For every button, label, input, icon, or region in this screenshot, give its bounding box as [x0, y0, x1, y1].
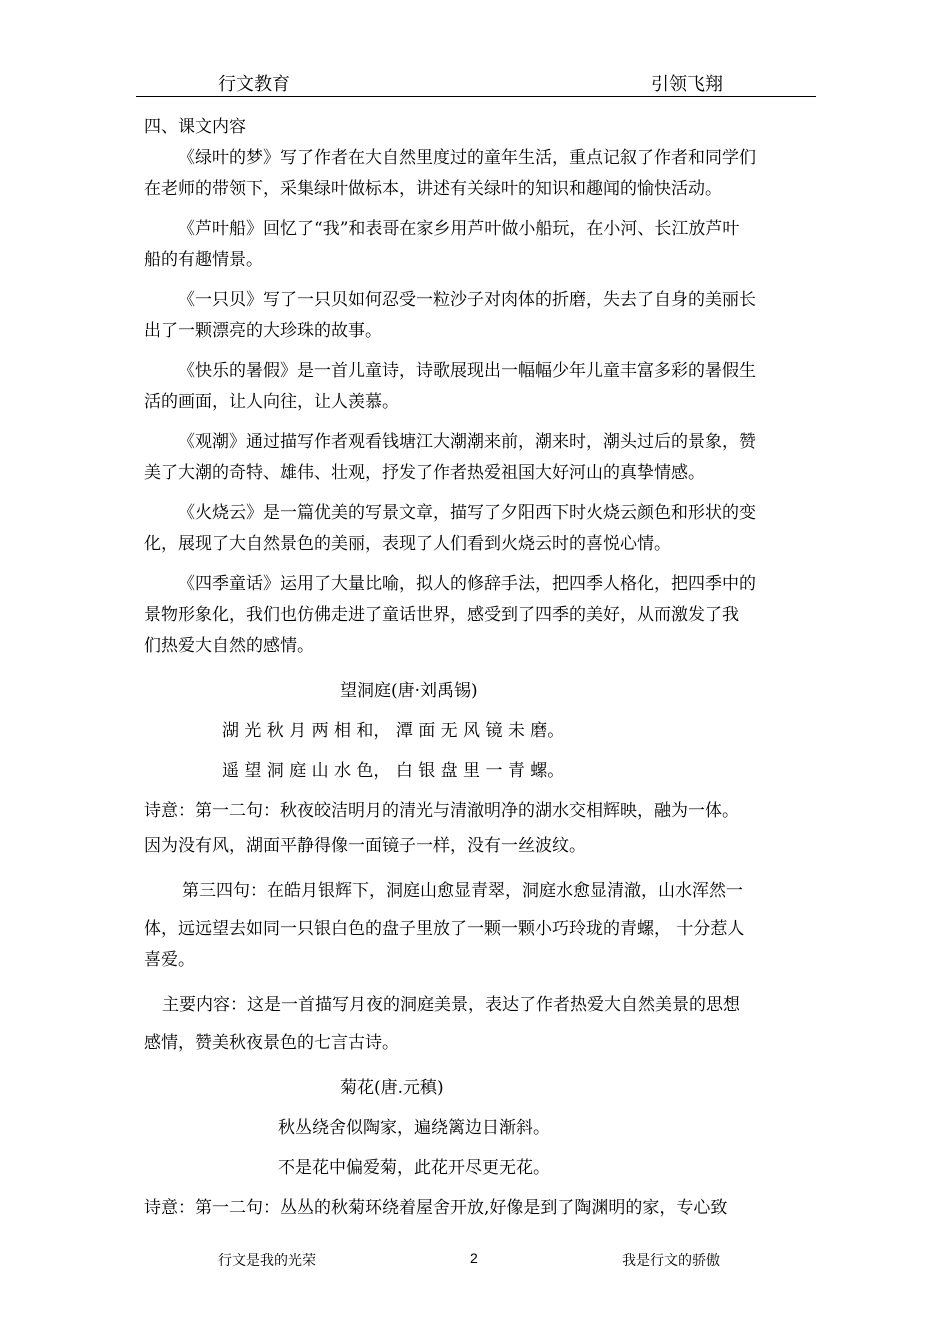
poem-1-line-1: 湖 光 秋 月 两 相 和， 潭 面 无 风 镜 未 磨。 — [222, 721, 565, 741]
poem-1-meaning-line: 因为没有风，湖面平静得像一面镜子一样，没有一丝波纹。 — [144, 836, 586, 856]
paragraph-line: 美了大潮的奇特、雄伟、壮观，抒发了作者热爱祖国大好河山的真挚情感。 — [144, 463, 705, 483]
poem-1-title: 望洞庭(唐·刘禹锡) — [340, 681, 478, 701]
paragraph-line: 化，展现了大自然景色的美丽，表现了人们看到火烧云时的喜悦心情。 — [144, 534, 671, 554]
header-left-text: 行文教育 — [218, 74, 290, 95]
paragraph-line: 们热爱大自然的感情。 — [144, 636, 314, 656]
paragraph-line: 《芦叶船》回忆了“我”和表哥在家乡用芦叶做小船玩，在小河、长江放芦叶 — [178, 219, 740, 239]
paragraph-line: 《快乐的暑假》是一首儿童诗，诗歌展现出一幅幅少年儿童丰富多彩的暑假生 — [178, 361, 756, 381]
paragraph-line: 《四季童话》运用了大量比喻，拟人的修辞手法，把四季人格化，把四季中的 — [178, 574, 756, 594]
section-title: 四、课文内容 — [144, 117, 246, 137]
poem-1-summary-line: 主要内容：这是一首描写月夜的洞庭美景，表达了作者热爱大自然美景的思想 — [162, 995, 740, 1015]
footer-left-text: 行文是我的光荣 — [218, 1253, 316, 1269]
paragraph-line: 景物形象化，我们也仿佛走进了童话世界，感受到了四季的美好，从而激发了我 — [144, 605, 739, 625]
poem-1-line-2: 遥 望 洞 庭 山 水 色， 白 银 盘 里 一 青 螺。 — [222, 761, 565, 781]
poem-1 — [144, 676, 808, 1059]
summary-paragraph-7 — [144, 569, 808, 662]
poem-1-meaning-line: 诗意：第一二句：秋夜皎洁明月的清光与清澈明净的湖水交相辉映，融为一体。 — [144, 801, 739, 821]
paragraph-line: 船的有趣情景。 — [144, 250, 263, 270]
summary-paragraph-4 — [144, 356, 808, 418]
poem-2-title: 菊花(唐.元稹) — [340, 1078, 444, 1098]
paragraph-line: 活的画面，让人向往，让人羡慕。 — [144, 392, 399, 412]
poem-2 — [144, 1073, 808, 1224]
poem-1-meaning-line: 喜爱。 — [144, 950, 195, 970]
page-content — [144, 112, 808, 1224]
poem-1-meaning-line: 体，远远望去如同一只银白色的盘子里放了一颗一颗小巧玲珑的青螺， 十分惹人 — [144, 919, 745, 939]
poem-1-meaning-line: 第三四句：在皓月银辉下，洞庭山愈显青翠，洞庭水愈显清澈，山水浑然一 — [182, 881, 743, 901]
footer-right-text: 我是行文的骄傲 — [622, 1253, 720, 1269]
header-right-text: 引领飞翔 — [651, 74, 723, 95]
poem-2-line-1: 秋丛绕舍似陶家，遍绕篱边日渐斜。 — [278, 1118, 550, 1138]
poem-2-meaning-line: 诗意：第一二句：丛丛的秋菊环绕着屋舍开放,好像是到了陶渊明的家，专心致 — [144, 1198, 728, 1218]
paragraph-line: 《一只贝》写了一只贝如何忍受一粒沙子对肉体的折磨，失去了自身的美丽长 — [178, 290, 756, 310]
summary-paragraph-2 — [144, 214, 808, 276]
paragraph-line: 《火烧云》是一篇优美的写景文章，描写了夕阳西下时火烧云颜色和形状的变 — [178, 503, 756, 523]
paragraph-line: 《绿叶的梦》写了作者在大自然里度过的童年生活，重点记叙了作者和同学们 — [178, 148, 756, 168]
paragraph-line: 《观潮》通过描写作者观看钱塘江大潮潮来前，潮来时，潮头过后的景象，赞 — [178, 432, 756, 452]
header-rule — [136, 96, 816, 97]
paragraph-line: 在老师的带领下，采集绿叶做标本，讲述有关绿叶的知识和趣闻的愉快活动。 — [144, 179, 722, 199]
poem-2-line-2: 不是花中偏爱菊，此花开尽更无花。 — [278, 1158, 550, 1178]
summary-paragraph-1 — [144, 143, 808, 205]
summary-paragraph-5 — [144, 427, 808, 489]
summary-paragraph-3 — [144, 285, 808, 347]
poem-1-summary-line: 感情，赞美秋夜景色的七言古诗。 — [144, 1033, 399, 1053]
summary-paragraph-6 — [144, 498, 808, 560]
footer-page-number: 2 — [470, 1250, 478, 1266]
paragraph-line: 出了一颗漂亮的大珍珠的故事。 — [144, 321, 382, 341]
